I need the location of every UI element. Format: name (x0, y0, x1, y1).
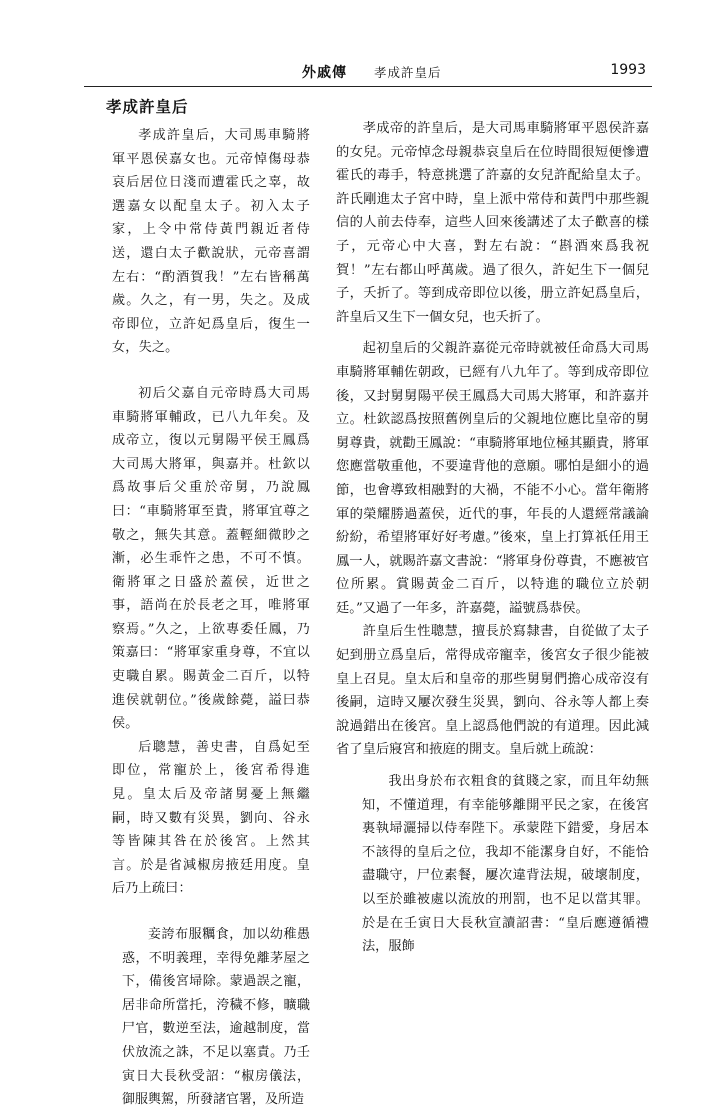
page-header (0, 62, 716, 92)
translation-memorial-quote: 我出身於布衣粗食的貧賤之家，而且年幼無知，不懂道理，有幸能够離開平民之家，在後宮裏執埽灑掃以侍奉陛下。承蒙陛下錯愛，身居本不該得的皇后之位，我却不能潔身自好，不能恰盡職守，尸位素餐，屢次違背法規，破壞制度，以至於雖被處以流放的刑罰，也不足以當其罪。於是在壬寅日大長秋宣讀詔書：“皇后應遵循禮法，服飾 (362, 774, 649, 955)
classical-text-column (106, 96, 310, 1112)
running-head-section: 孝成許皇后 (374, 65, 442, 80)
header-rule (84, 86, 652, 87)
classical-memorial-quote: 妾誇布服糲食，加以幼稚愚惑，不明義理，幸得免離茅屋之下，備後宮埽除。蒙過誤之寵，居非命所當托，洿穢不修，曠職尸官，數逆至法，逾越制度，當伏放流之誅，不足以塞責。乃壬寅日大長秋受詔：“椒房儀法，御服輿駕，所發諸官署，及所造 (122, 927, 310, 1108)
page-number: 1993 (610, 62, 646, 78)
translation-paragraph-3: 許皇后生性聰慧，擅長於寫隸書，自從做了太子妃到册立爲皇后，常得成帝寵幸，後宮女子很少能被皇上召見。皇太后和皇帝的那些舅舅們擔心成帝沒有後嗣，這時又屢次發生災異，劉向、谷永等人都上奏說過錯出在後宮。皇上認爲他們說的有道理。因此減省了皇后寢宮和掖庭的開支。皇后就上疏說： (336, 624, 649, 758)
translation-column (336, 117, 649, 959)
classical-paragraph-3: 后聰慧，善史書，自爲妃至即位，常寵於上，後宮希得進見。皇太后及帝諸舅憂上無繼嗣，時又數有災異，劉向、谷永等皆陳其咎在於後宮。上然其言。於是省減椒房掖廷用度。皇后乃上疏曰： (112, 739, 310, 897)
section-title: 孝成許皇后 (106, 98, 189, 116)
classical-paragraph-2: 初后父嘉自元帝時爲大司馬車騎將軍輔政，已八九年矣。及成帝立，復以元舅陽平侯王鳳爲大司馬大將軍，與嘉并。杜欽以爲故事后父重於帝舅，乃說鳳曰：“車騎將軍至貴，將軍宜尊之敬之，無失其意。蓋輕細微眇之漸，必生乖忤之患，不可不慎。衛將軍之日盛於蓋侯，近世之事，語尚在於長老之耳，唯將軍察焉。”久之，上欲專委任鳳，乃策嘉曰：“將軍家重身尊，不宜以吏職自累。賜黃金二百斤，以特進侯就朝位。”後歲餘薨，謚曰恭侯。 (112, 385, 310, 732)
translation-paragraph-1: 孝成帝的許皇后，是大司馬車騎將軍平恩侯許嘉的女兒。元帝悼念母親恭哀皇后在位時間很短便慘遭霍氏的毒手，特意挑選了許嘉的女兒許配給皇太子。許氏剛進太子宮中時，皇上派中常侍和黃門中那些親信的人前去侍奉，這些人回來後講述了太子歡喜的樣子，元帝心中大喜，對左右說：“斟酒來爲我祝賀！”左右都山呼萬歲。過了很久，許妃生下一個兒子，夭折了。等到成帝即位以後，册立許妃爲皇后，許皇后又生下一個女兒，也夭折了。 (336, 121, 649, 325)
translation-paragraph-2: 起初皇后的父親許嘉從元帝時就被任命爲大司馬車騎將軍輔佐朝政，已經有八九年了。等到成帝即位後，又封舅舅陽平侯王鳳爲大司馬大將軍，和許嘉并立。杜欽認爲按照舊例皇后的父親地位應比皇帝的舅舅尊貴，就勸王鳳說：“車騎將軍地位極其顯貴，將軍您應當敬重他，不要違背他的意願。哪怕是細小的過節，也會導致相融對的大禍，不能不小心。當年衛將軍的榮耀勝過蓋侯，近代的事，年長的人還經常議論紛紛，希望將軍好好考慮。”後來，皇上打算祇任用王鳳一人，就賜許嘉文書說：“將軍身份尊貴，不應被官位所累。賞賜黃金二百斤，以特進的職位立於朝廷。”又過了一年多，許嘉薨，謚號爲恭侯。 (336, 341, 649, 616)
classical-paragraph-1: 孝成許皇后，大司馬車騎將軍平恩侯嘉女也。元帝悼傷母恭哀后居位日淺而遭霍氏之辜，故選嘉女以配皇太子。初入太子家，上令中常侍黃門親近者侍送，還白太子歡說狀，元帝喜謂左右：“酌酒賀我！”左右皆稱萬歲。久之，有一男，失之。及成帝即位，立許妃爲皇后，復生一女，失之。 (112, 128, 310, 356)
running-head-book-title: 外戚傳 (302, 65, 347, 81)
